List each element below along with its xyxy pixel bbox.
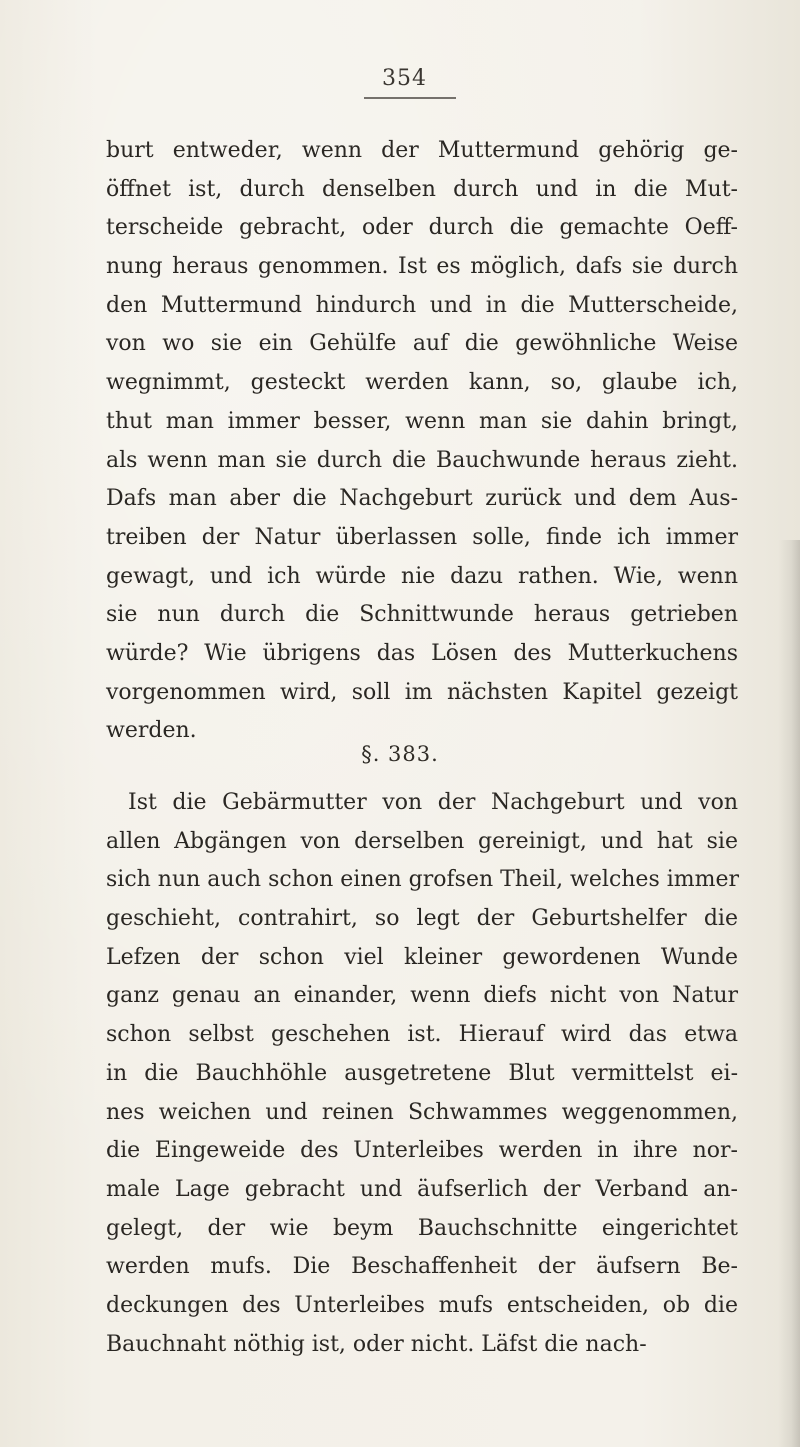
text-line: in die Bauchhöhle ausgetretene Blut vermittelst ei- — [106, 1060, 738, 1086]
text-line: von wo sie ein Gehülfe auf die gewöhnliche Weise — [106, 331, 738, 357]
text-line: Ist die Gebärmutter von der Nachgeburt und von — [128, 790, 738, 815]
text-line: male Lage gebracht und äufserlich der Verband an- — [106, 1176, 738, 1202]
text-line: geschieht, contrahirt, so legt der Geburtshelfer die — [106, 906, 738, 932]
text-line: gewagt, und ich würde nie dazu rathen. Wie, wenn — [106, 563, 738, 589]
section-heading: §. 383. — [361, 742, 439, 766]
text-line: schon selbst geschehen ist. Hierauf wird das etwa — [106, 1022, 738, 1048]
text-line: ganz genau an einander, wenn diefs nicht von Natur — [106, 983, 738, 1009]
text-line: Lefzen der schon viel kleiner gewordenen Wunde — [106, 944, 738, 970]
text-line: öffnet ist, durch denselben durch und in die Mut- — [106, 176, 738, 202]
text-line: deckungen des Unterleibes mufs entscheiden, ob die — [106, 1292, 738, 1318]
text-line: terscheide gebracht, oder durch die gemachte Oeff- — [106, 215, 738, 241]
text-line: Bauchnaht nöthig ist, oder nicht. Läfst die nach- — [106, 1331, 647, 1357]
text-line: treiben der Natur überlassen solle, finde ich immer — [106, 524, 738, 550]
page-edge-shadow — [778, 540, 800, 1447]
text-line: sich nun auch schon einen grofsen Theil, welches immer — [106, 867, 740, 893]
text-line: burt entweder, wenn der Muttermund gehörig ge- — [106, 138, 738, 163]
text-line: sie nun durch die Schnittwunde heraus getrieben — [106, 602, 738, 628]
text-line: gelegt, der wie beym Bauchschnitte eingerichtet — [106, 1215, 738, 1241]
text-line: vorgenommen wird, soll im nächsten Kapitel gezeigt — [106, 679, 738, 705]
text-line: nung heraus genommen. Ist es möglich, dafs sie durch — [106, 254, 738, 280]
text-line: als wenn man sie durch die Bauchwunde heraus zieht. — [106, 447, 738, 473]
paragraph-1 — [106, 132, 738, 751]
text-line: würde? Wie übrigens das Lösen des Mutterkuchens — [106, 640, 738, 666]
text-line: thut man immer besser, wenn man sie dahin bringt, — [106, 408, 738, 434]
page-number: 354 — [382, 66, 427, 91]
text-line: werden mufs. Die Beschaffenheit der äufsern Be- — [106, 1254, 738, 1280]
text-line: nes weichen und reinen Schwammes weggenommen, — [106, 1099, 738, 1125]
text-line: allen Abgängen von derselben gereinigt, und hat sie — [106, 828, 738, 854]
text-line: die Eingeweide des Unterleibes werden in ihre nor- — [106, 1138, 738, 1164]
paragraph-2 — [106, 784, 738, 1364]
text-line: den Muttermund hindurch und in die Mutterscheide, — [106, 292, 738, 318]
page-number-rule — [364, 97, 456, 99]
text-line: werden. — [106, 718, 197, 744]
text-line: wegnimmt, gesteckt werden kann, so, glaube ich, — [106, 370, 738, 396]
text-line: Dafs man aber die Nachgeburt zurück und dem Aus- — [106, 486, 738, 512]
